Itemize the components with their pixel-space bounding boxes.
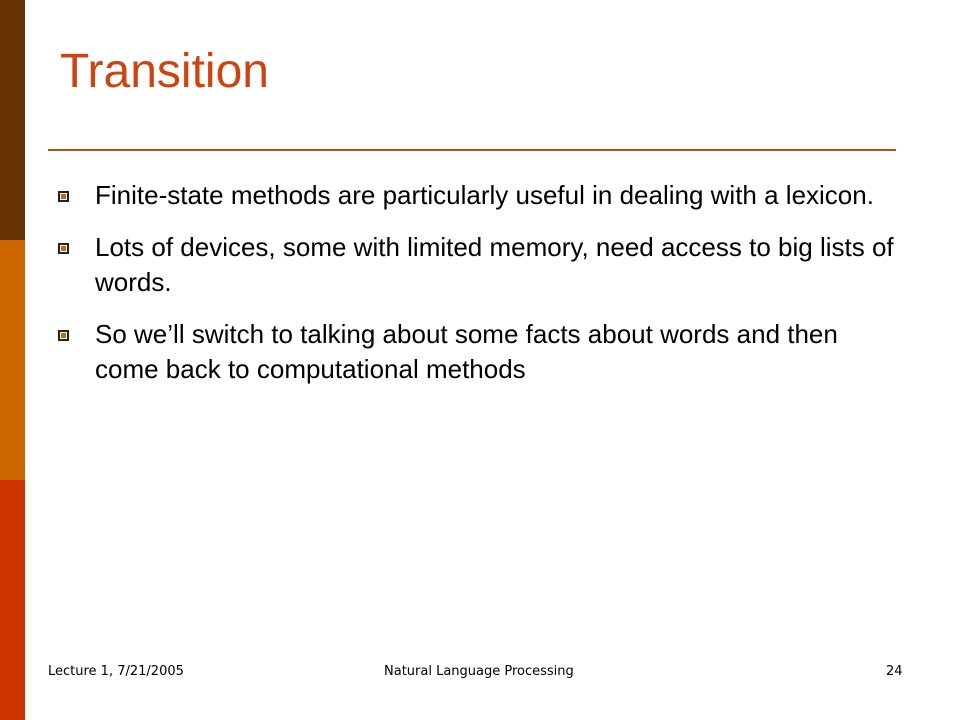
side-bar-middle: [0, 240, 25, 480]
side-bar-top: [0, 0, 25, 240]
footer-course-title: Natural Language Processing: [384, 664, 574, 679]
slide-title: Transition: [60, 45, 269, 98]
bullet-item: [58, 178, 898, 213]
footer-page-number: 24: [886, 664, 903, 679]
title-divider: [48, 149, 896, 151]
bullet-item: [58, 230, 898, 300]
bullet-text: Lots of devices, some with limited memory, need access to big lists of words.: [95, 232, 894, 297]
bullet-list: [58, 178, 898, 404]
footer-lecture-date: Lecture 1, 7/21/2005: [48, 664, 184, 679]
square-bullet-icon: [58, 330, 69, 341]
side-bar-bottom: [0, 480, 25, 720]
square-bullet-icon: [58, 243, 69, 254]
bullet-text: So we’ll switch to talking about some facts about words and then come back to computational methods: [95, 319, 838, 384]
bullet-item: [58, 317, 898, 387]
square-bullet-icon: [58, 191, 69, 202]
bullet-text: Finite-state methods are particularly useful in dealing with a lexicon.: [95, 180, 874, 210]
